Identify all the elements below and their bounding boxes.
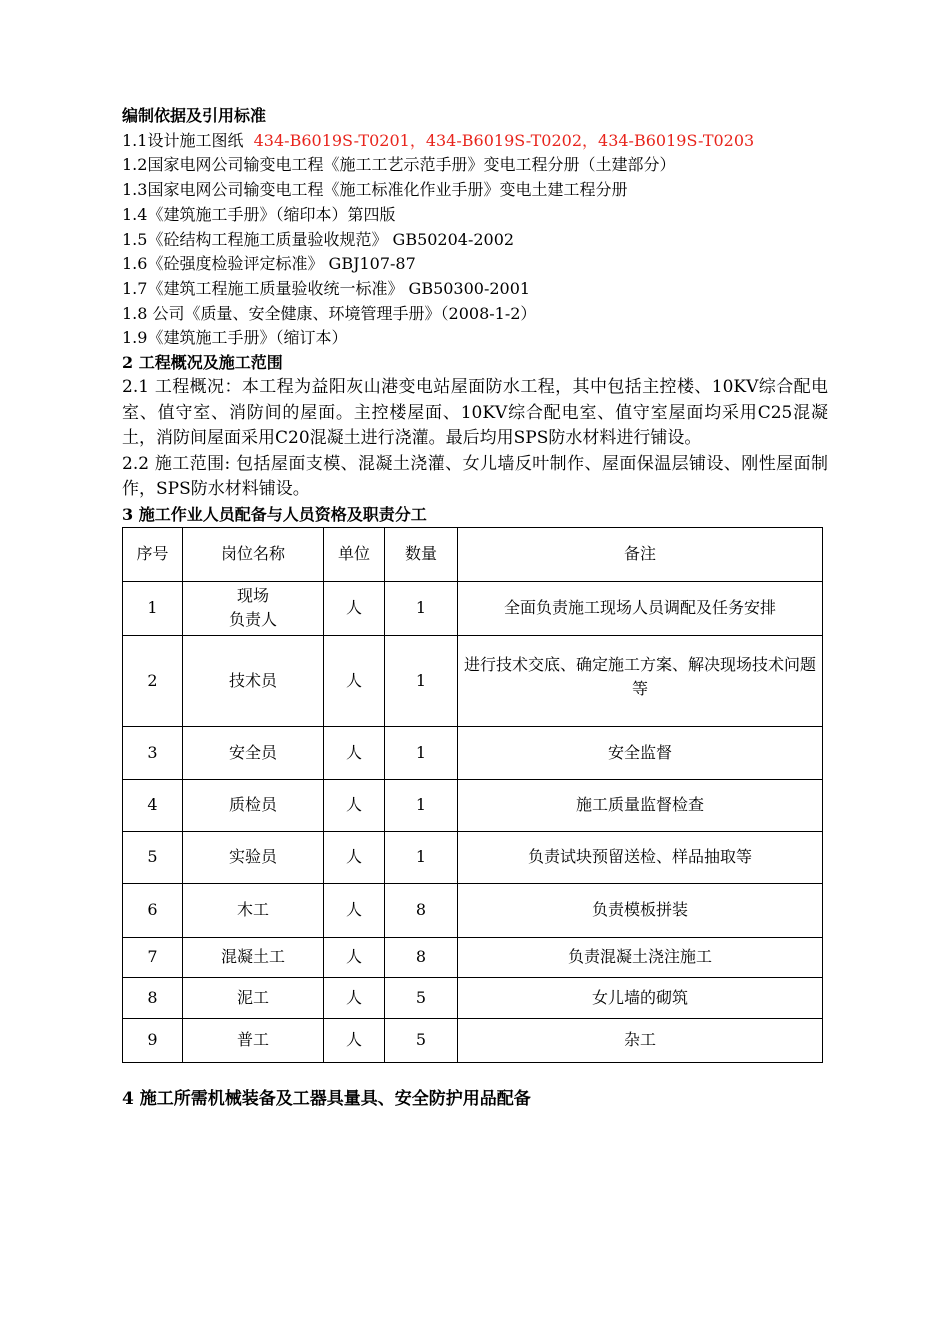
cell-index: 1 [123, 581, 183, 635]
cell-quantity: 1 [385, 779, 458, 831]
header-cell: 备注 [458, 527, 823, 581]
header-cell: 单位 [324, 527, 385, 581]
cell-remark: 负责混凝土浇注施工 [458, 937, 823, 977]
cell-position: 技术员 [183, 635, 324, 726]
standard-item-5: 1.5《砼结构工程施工质量验收规范》 GB50204-2002 [122, 229, 515, 249]
cell-quantity: 8 [385, 937, 458, 977]
cell-position: 现场 负责人 [183, 581, 324, 635]
section3-title: 3 施工作业人员配备与人员资格及职责分工 [122, 504, 427, 524]
cell-index: 9 [123, 1018, 183, 1062]
cell-unit: 人 [324, 1018, 385, 1062]
cell-quantity: 1 [385, 635, 458, 726]
cell-remark: 施工质量监督检查 [458, 779, 823, 831]
cell-position: 混凝土工 [183, 937, 324, 977]
cell-position: 质检员 [183, 779, 324, 831]
section2-scope: 2.2 施工范围: 包括屋面支模、混凝土浇灌、女儿墙反叶制作、屋面保温层铺设、刚性屋面制作，SPS防水材料铺设。 [122, 453, 828, 500]
header-cell: 数量 [385, 527, 458, 581]
cell-remark: 负责模板拼装 [458, 883, 823, 937]
standard-item-8: 1.8 公司《质量、安全健康、环境管理手册》（2008-1-2） [122, 303, 537, 323]
personnel-table [122, 527, 823, 1063]
cell-quantity: 1 [385, 581, 458, 635]
cell-quantity: 5 [385, 977, 458, 1018]
table-row [123, 937, 823, 977]
standard-item-9: 1.9《建筑施工手册》（缩订本） [122, 328, 348, 348]
standard-item-6: 1.6《砼强度检验评定标准》 GBJ107-87 [122, 254, 416, 274]
cell-index: 6 [123, 883, 183, 937]
standard-item-1: 1.1设计施工图纸 434-B6019S-T0201，434-B6019S-T0202，434-B6019S-T0203 [122, 130, 755, 150]
section4-title: 4 施工所需机械装备及工器具量具、安全防护用品配备 [122, 1088, 531, 1109]
cell-unit: 人 [324, 581, 385, 635]
standards-title: 编制依据及引用标准 [122, 106, 267, 125]
cell-index: 8 [123, 977, 183, 1018]
cell-remark: 负责试块预留送检、样品抽取等 [458, 831, 823, 883]
section2-title: 2 工程概况及施工范围 [122, 353, 283, 373]
standard-item-4: 1.4《建筑施工手册》（缩印本）第四版 [122, 204, 396, 224]
table-row [123, 1018, 823, 1062]
cell-index: 7 [123, 937, 183, 977]
table-row [123, 635, 823, 726]
cell-position: 泥工 [183, 977, 324, 1018]
document-page [122, 104, 828, 1111]
table-row [123, 726, 823, 779]
table-row [123, 977, 823, 1018]
cell-unit: 人 [324, 726, 385, 779]
cell-unit: 人 [324, 977, 385, 1018]
cell-position: 普工 [183, 1018, 324, 1062]
cell-remark: 安全监督 [458, 726, 823, 779]
cell-quantity: 8 [385, 883, 458, 937]
table-row [123, 581, 823, 635]
cell-unit: 人 [324, 883, 385, 937]
section2-overview: 2.1 工程概况：本工程为益阳灰山港变电站屋面防水工程，其中包括主控楼、10KV综合配电室、值守室、消防间的屋面。主控楼屋面、10KV综合配电室、值守室屋面均采用C25混凝土，消防间屋面采用C20混凝土进行浇灌。最后均用SPS防水材料进行铺设。 [122, 377, 828, 449]
cell-index: 2 [123, 635, 183, 726]
cell-unit: 人 [324, 831, 385, 883]
standard-item-2: 1.2国家电网公司输变电工程《施工工艺示范手册》变电工程分册（土建部分） [122, 155, 676, 175]
cell-index: 3 [123, 726, 183, 779]
header-cell: 序号 [123, 527, 183, 581]
cell-quantity: 5 [385, 1018, 458, 1062]
cell-unit: 人 [324, 937, 385, 977]
header-cell: 岗位名称 [183, 527, 324, 581]
cell-remark: 全面负责施工现场人员调配及任务安排 [458, 581, 823, 635]
cell-remark: 进行技术交底、确定施工方案、解决现场技术问题等 [458, 635, 823, 726]
table-row [123, 883, 823, 937]
cell-remark: 女儿墙的砌筑 [458, 977, 823, 1018]
standard-item-7: 1.7《建筑工程施工质量验收统一标准》 GB50300-2001 [122, 278, 531, 298]
cell-unit: 人 [324, 779, 385, 831]
cell-index: 5 [123, 831, 183, 883]
cell-position: 安全员 [183, 726, 324, 779]
standard-item-3: 1.3国家电网公司输变电工程《施工标准化作业手册》变电土建工程分册 [122, 180, 628, 200]
cell-quantity: 1 [385, 726, 458, 779]
table-row [123, 831, 823, 883]
cell-quantity: 1 [385, 831, 458, 883]
cell-position: 木工 [183, 883, 324, 937]
cell-index: 4 [123, 779, 183, 831]
cell-position: 实验员 [183, 831, 324, 883]
table-header-row [123, 527, 823, 581]
cell-remark: 杂工 [458, 1018, 823, 1062]
table-row [123, 779, 823, 831]
cell-unit: 人 [324, 635, 385, 726]
drawing-numbers: 434-B6019S-T0201，434-B6019S-T0202，434-B6019S-T0203 [243, 130, 755, 150]
